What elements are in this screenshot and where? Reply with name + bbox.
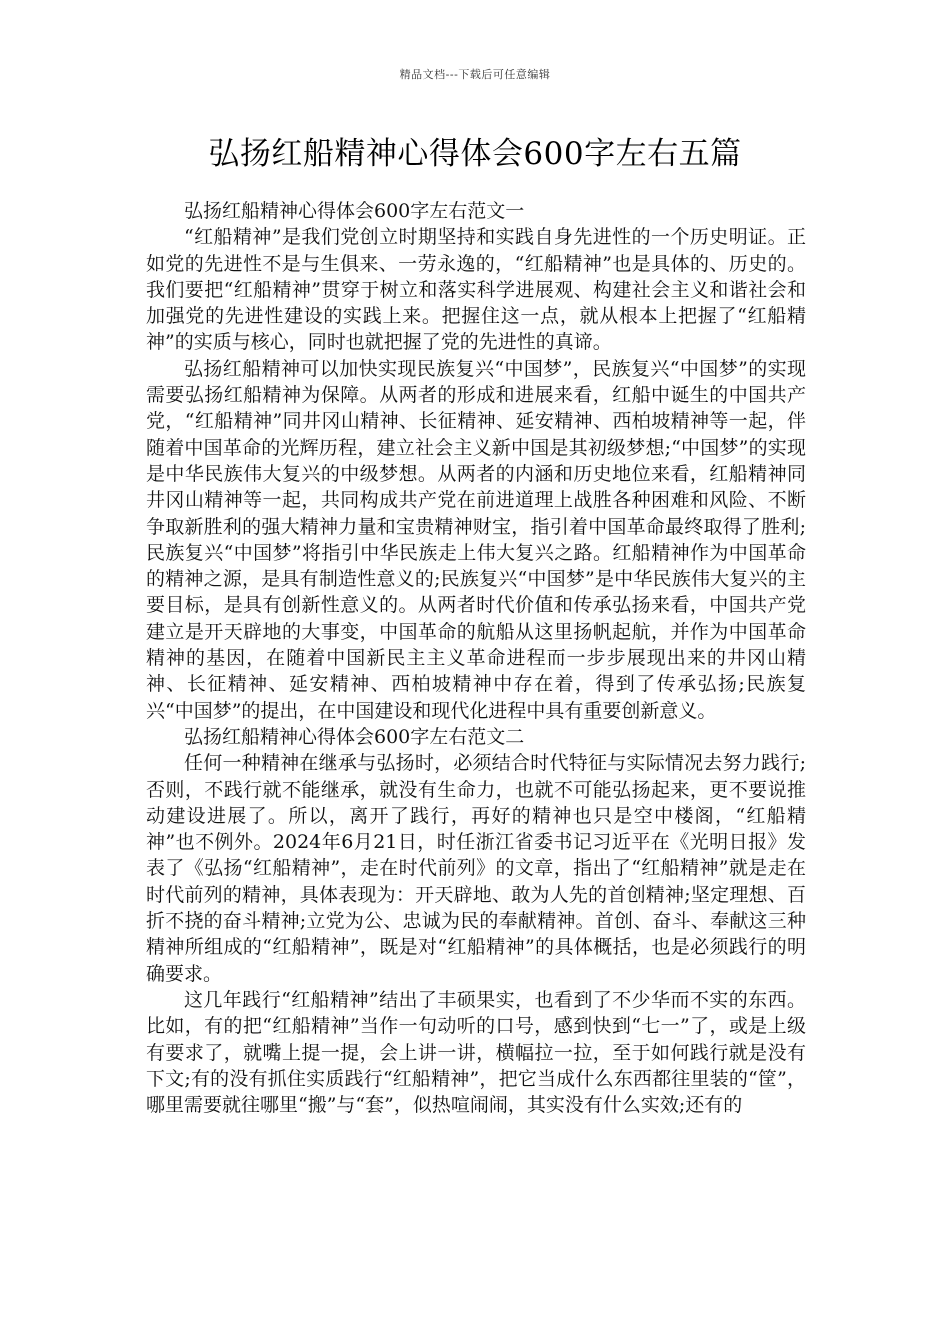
paragraph: 这几年践行“红船精神”结出了丰硕果实，也看到了不少华而不实的东西。比如，有的把“红船精神”当作一句动听的口号，感到快到“七一”了，或是上级有要求了，就嘴上提一提，会上讲一讲，横幅拉一拉，至于如何践行就是没有下文;有的没有抓住实质践行“红船精神”，把它当成什么东西都往里装的“筐”，哪里需要就往哪里“搬”与“套”，似热喧闹闹，其实没有什么实效;还有的: [146, 988, 806, 1117]
paragraph: 弘扬红船精神可以加快实现民族复兴“中国梦”，民族复兴“中国梦”的实现需要弘扬红船精神为保障。从两者的形成和进展来看，红船中诞生的中国共产党，“红船精神”同井冈山精神、长征精神、延安精神、西柏坡精神等一起，伴随着中国革命的光辉历程，建立社会主义新中国是其初级梦想;“中国梦”的实现是中华民族伟大复兴的中级梦想。从两者的内涵和历史地位来看，红船精神同井冈山精神等一起，共同构成共产党在前进道理上战胜各种困难和风险、不断争取新胜利的强大精神力量和宝贵精神财宝，指引着中国革命最终取得了胜利;民族复兴“中国梦”将指引中华民族走上伟大复兴之路。红船精神作为中国革命的精神之源，是具有制造性意义的;民族复兴“中国梦”是中华民族伟大复兴的主要目标，是具有创新性意义的。从两者时代价值和传承弘扬来看，中国共产党建立是开天辟地的大事变，中国革命的航船从这里扬帆起航，并作为中国革命精神的基因，在随着中国新民主主义革命进程而一步步展现出来的井冈山精神、长征精神、延安精神、西柏坡精神中存在着，得到了传承弘扬;民族复兴“中国梦”的提出，在中国建设和现代化进程中具有重要创新意义。: [146, 357, 806, 722]
paragraph: “红船精神”是我们党创立时期坚持和实践自身先进性的一个历史明证。正如党的先进性不是与生俱来、一劳永逸的，“红船精神”也是具体的、历史的。我们要把“红船精神”贯穿于树立和落实科学进展观、构建社会主义和谐社会和加强党的先进性建设的实践上来。把握住这一点，就从根本上把握了“红船精神”的实质与核心，同时也就把握了党的先进性的真谛。: [146, 226, 806, 354]
section-heading-1: 弘扬红船精神心得体会600字左右范文一: [184, 200, 525, 222]
paragraph: 任何一种精神在继承与弘扬时，必须结合时代特征与实际情况去努力践行;否则，不践行就不能继承，就没有生命力，也就不可能弘扬起来，更不要说推动建设进展了。所以，离开了践行，再好的精神也只是空中楼阁，“红船精神”也不例外。2024年6月21日，时任浙江省委书记习近平在《光明日报》发表了《弘扬“红船精神”，走在时代前列》的文章，指出了“红船精神”就是走在时代前列的精神，具体表现为：开天辟地、敢为人先的首创精神;坚定理想、百折不挠的奋斗精神;立党为公、忠诚为民的奉献精神。首创、奋斗、奉献这三种精神所组成的“红船精神”，既是对“红船精神”的具体概括，也是必须践行的明确要求。: [146, 752, 806, 985]
document-body: [146, 198, 806, 1118]
section-heading-2: 弘扬红船精神心得体会600字左右范文二: [184, 725, 525, 748]
page-header: 精品文档---下载后可任意编辑: [399, 68, 551, 81]
document-title: 弘扬红船精神心得体会600字左右五篇: [208, 136, 742, 172]
